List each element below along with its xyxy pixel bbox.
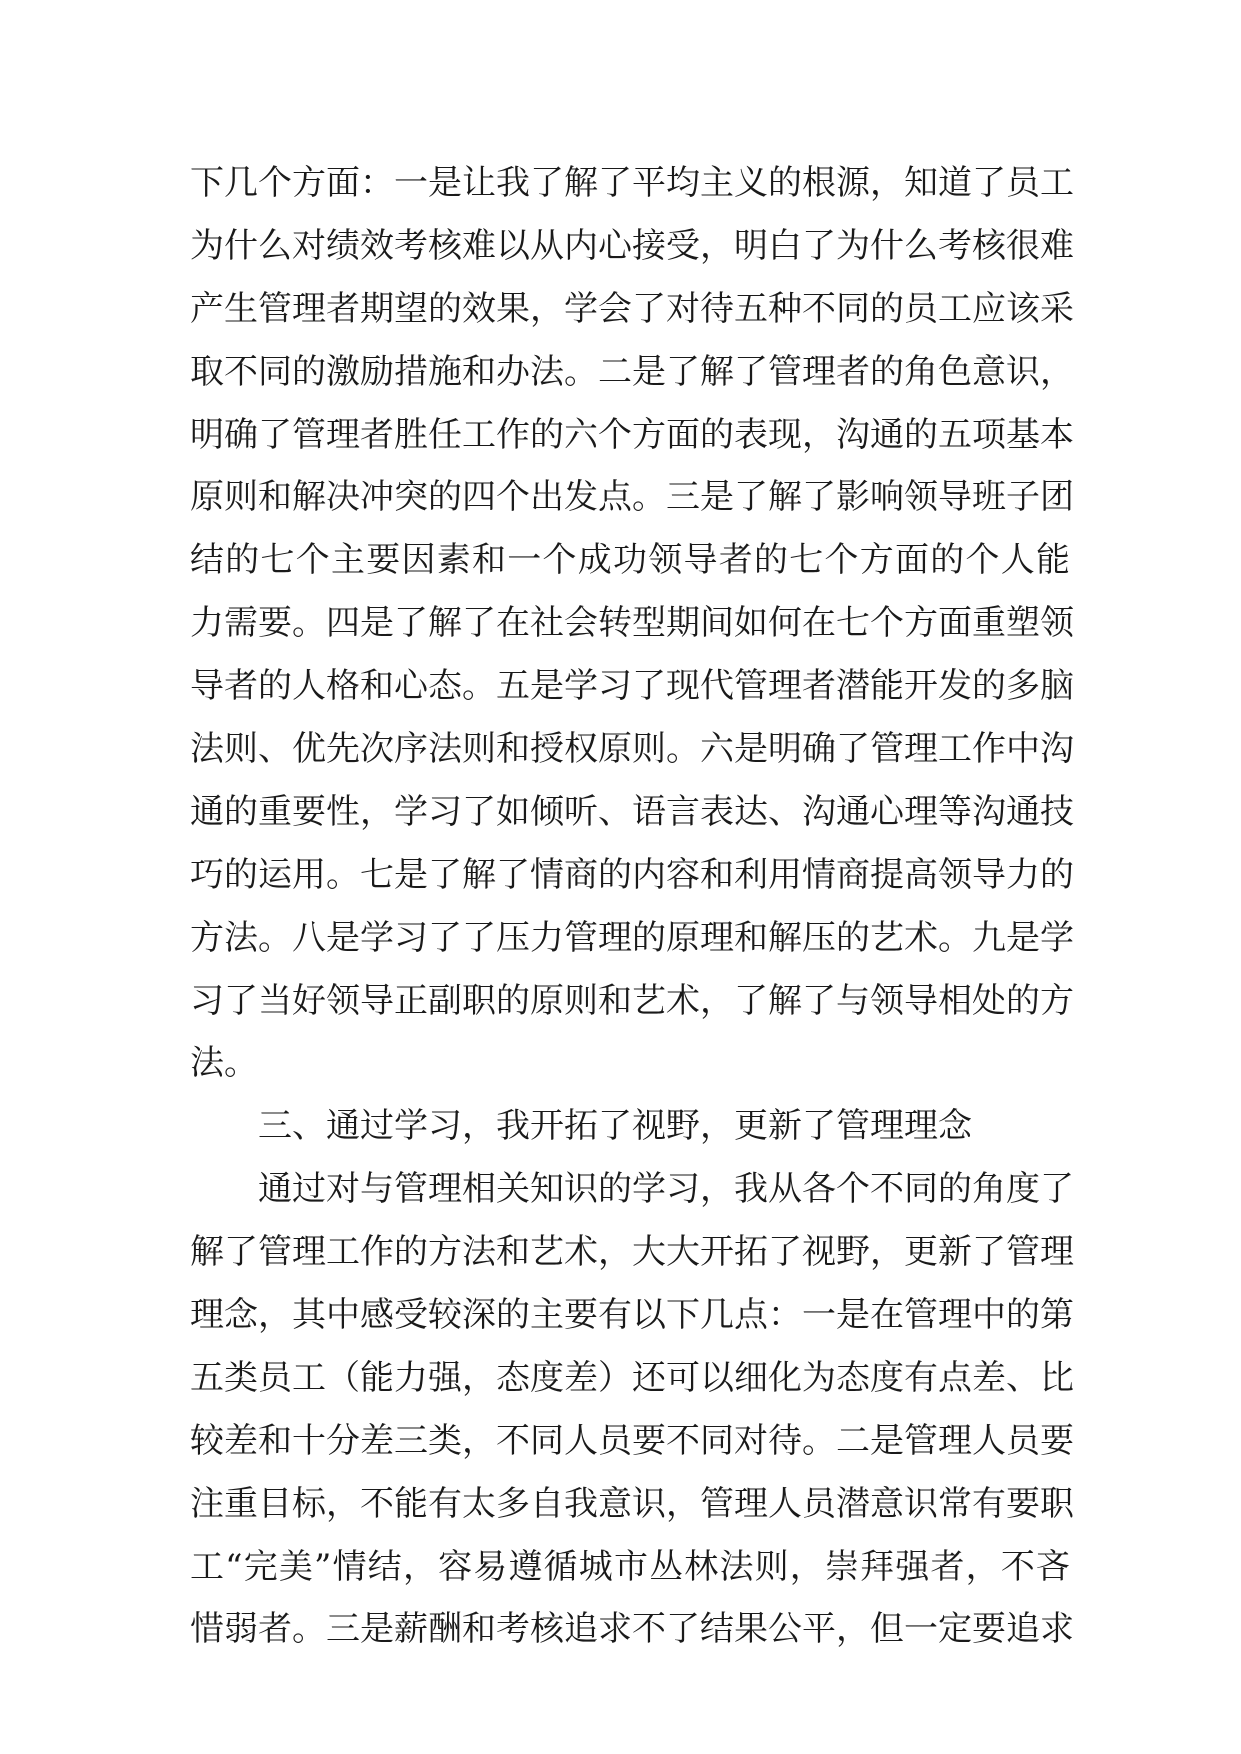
text-line: 五类员工（能力强，态度差）还可以细化为态度有点差、比	[190, 1357, 1074, 1398]
text-line: 方法。八是学习了了压力管理的原理和解压的艺术。九是学	[190, 917, 1074, 958]
text-line: 惜弱者。三是薪酬和考核追求不了结果公平，但一定要追求	[190, 1609, 1074, 1650]
text-line: 取不同的激励措施和办法。二是了解了管理者的角色意识，	[190, 351, 1074, 392]
text-line: 结的七个主要因素和一个成功领导者的七个方面的个人能	[190, 540, 1070, 581]
text-line: 力需要。四是了解了在社会转型期间如何在七个方面重塑领	[190, 603, 1074, 644]
text-line: 较差和十分差三类，不同人员要不同对待。二是管理人员要	[190, 1420, 1074, 1461]
text-line: 原则和解决冲突的四个出发点。三是了解了影响领导班子团	[190, 477, 1074, 518]
text-line: 产生管理者期望的效果，学会了对待五种不同的员工应该采	[190, 288, 1074, 329]
text-line: 下几个方面：一是让我了解了平均主义的根源，知道了员工	[190, 163, 1074, 203]
text-line: 导者的人格和心态。五是学习了现代管理者潜能开发的多脑	[190, 666, 1074, 707]
text-line: 巧的运用。七是了解了情商的内容和利用情商提高领导力的	[190, 854, 1074, 895]
text-line: 法则、优先次序法则和授权原则。六是明确了管理工作中沟	[190, 729, 1074, 770]
text-line: 理念，其中感受较深的主要有以下几点：一是在管理中的第	[190, 1295, 1074, 1336]
text-line: 明确了管理者胜任工作的六个方面的表现，沟通的五项基本	[190, 414, 1074, 455]
text-line: 解了管理工作的方法和艺术，大大开拓了视野，更新了管理	[190, 1232, 1074, 1273]
text-line: 注重目标，不能有太多自我意识，管理人员潜意识常有要职	[190, 1483, 1074, 1524]
text-line: 为什么对绩效考核难以从内心接受，明白了为什么考核很难	[190, 225, 1074, 266]
text-line: 通的重要性，学习了如倾听、语言表达、沟通心理等沟通技	[190, 791, 1074, 832]
body-text	[190, 152, 1074, 1661]
text-line: 习了当好领导正副职的原则和艺术，了解了与领导相处的方	[190, 980, 1074, 1021]
text-line: 工“完美”情结，容易遵循城市丛林法则，崇拜强者，不吝	[190, 1546, 1070, 1587]
paragraph-last-line: 法。	[190, 1043, 258, 1084]
paragraph-first-line: 通过对与管理相关知识的学习，我从各个不同的角度了	[258, 1169, 1074, 1210]
section-heading: 三、通过学习，我开拓了视野，更新了管理理念	[258, 1106, 972, 1147]
